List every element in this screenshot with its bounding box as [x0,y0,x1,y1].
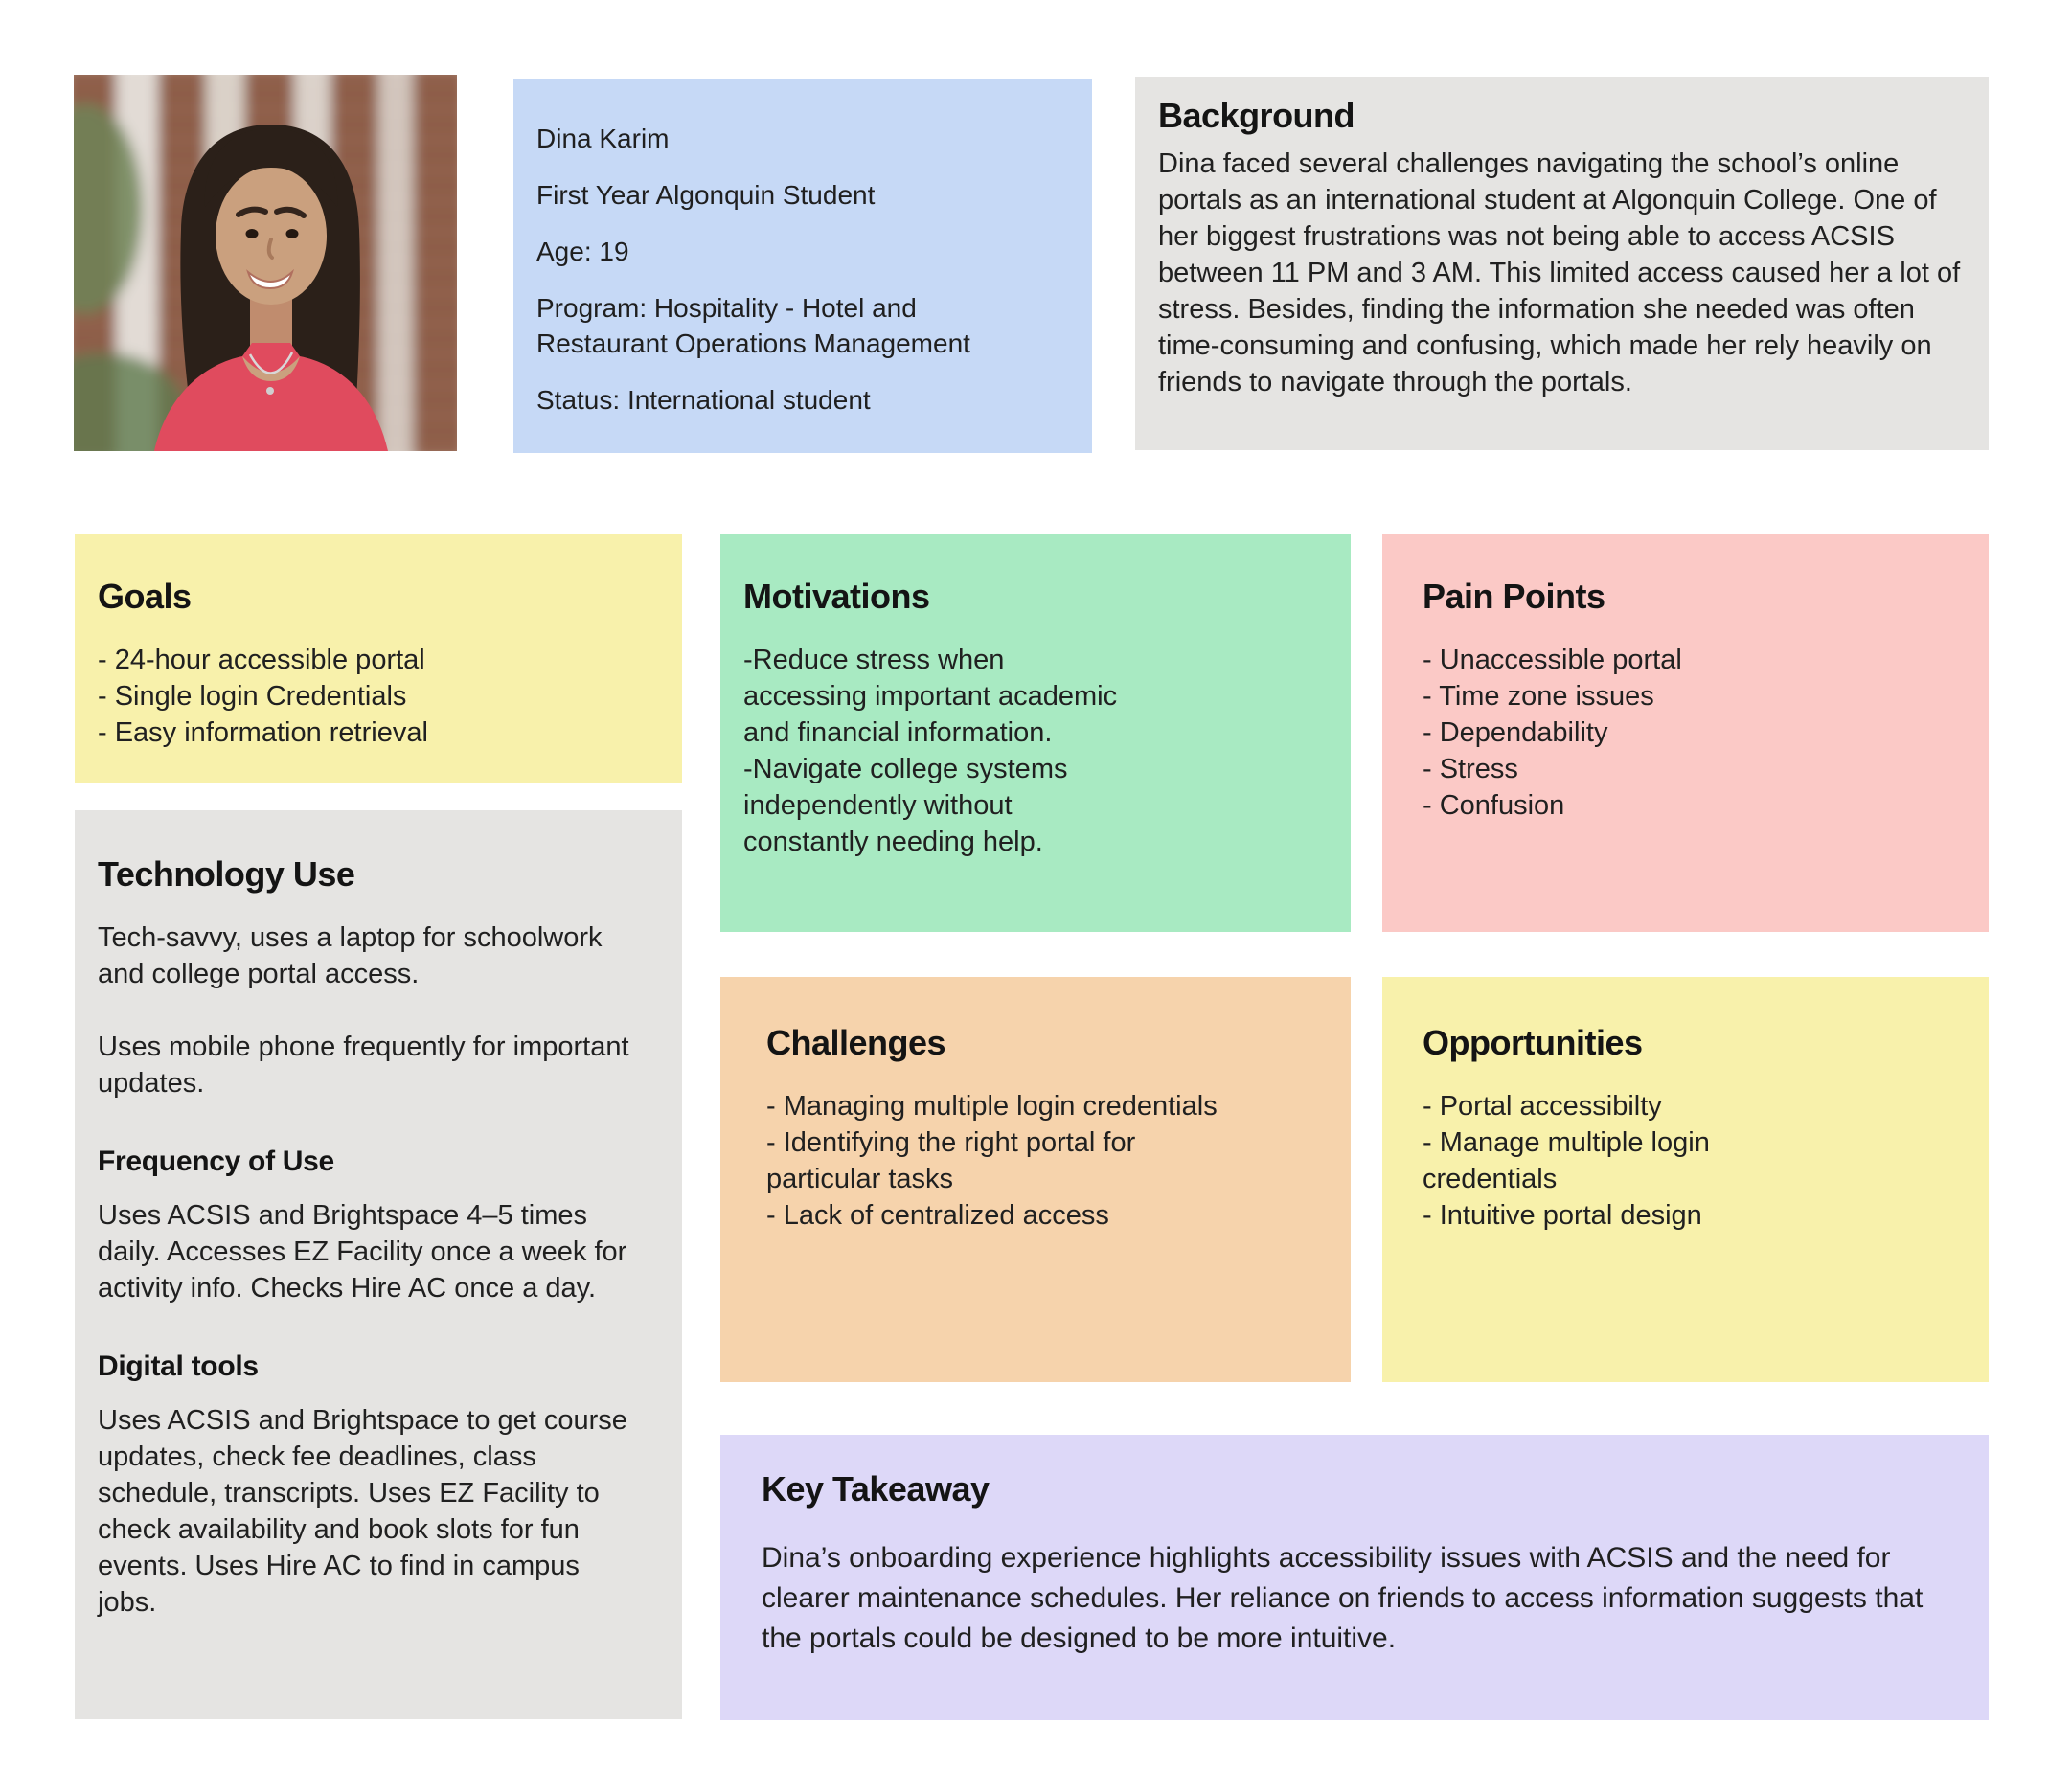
motivations-item: -Reduce stress when accessing important academic and financial information. [743,645,1118,748]
frequency-of-use-title: Frequency of Use [98,1146,334,1177]
goals-item: - Easy information retrieval [98,717,428,748]
profile-name: Dina Karim [536,124,670,153]
key-takeaway-title: Key Takeaway [762,1469,990,1509]
profile-program: Program: Hospitality - Hotel and Restaurant Operations Management [536,293,970,358]
goals-item: - Single login Credentials [98,681,407,712]
opportunities-title: Opportunities [1423,1023,1643,1062]
motivations-card [720,534,1351,932]
background-card [1135,77,1989,450]
digital-tools-title: Digital tools [98,1350,259,1382]
profile-card [513,79,1092,453]
opportunity-item: - Manage multiple login credentials [1423,1127,1710,1194]
pain-point-item: - Time zone issues [1423,681,1654,712]
profile-status: Status: International student [536,385,871,415]
motivations-title: Motivations [743,577,930,616]
opportunity-item: - Portal accessibilty [1423,1091,1662,1122]
technology-use-paragraph: Uses mobile phone frequently for important updates. [98,1032,629,1099]
challenges-title: Challenges [766,1023,946,1062]
profile-year: First Year Algonquin Student [536,180,876,210]
goals-item: - 24-hour accessible portal [98,645,425,675]
background-title: Background [1158,96,1355,135]
goals-card [75,534,682,783]
technology-use-title: Technology Use [98,854,355,894]
background-text: Dina faced several challenges navigating the school’s online portals as an international student at Algonquin College. One of her biggest frustrations was not being able to access ACSIS between 11 PM and 3 AM. This limited access caused her a lot of stress. Besides, finding the information she needed was often time-consuming and confusing, which made her rely heavily on friends to navigate through the portals. [1158,148,1961,397]
pain-points-card [1382,534,1989,932]
key-takeaway-card [720,1435,1989,1720]
frequency-of-use-text: Uses ACSIS and Brightspace 4–5 times daily. Accesses EZ Facility once a week for activity info. Checks Hire AC once a day. [98,1200,627,1304]
student-photo [74,75,457,451]
goals-title: Goals [98,577,192,616]
challenge-item: - Lack of centralized access [766,1200,1109,1231]
motivations-item: -Navigate college systems independently without constantly needing help. [743,754,1068,857]
pain-points-title: Pain Points [1423,577,1605,616]
technology-use-card [75,810,682,1719]
pain-point-item: - Unaccessible portal [1423,645,1682,675]
technology-use-paragraph: Tech-savvy, uses a laptop for schoolwork and college portal access. [98,922,603,989]
opportunity-item: - Intuitive portal design [1423,1200,1702,1231]
key-takeaway-text: Dina’s onboarding experience highlights accessibility issues with ACSIS and the need for clearer maintenance schedules. Her reliance on friends to access information suggests that the portals could be designed to be more intuitive. [762,1542,1924,1654]
pain-point-item: - Dependability [1423,717,1608,748]
challenge-item: - Identifying the right portal for particular tasks [766,1127,1136,1194]
opportunities-card [1382,977,1989,1382]
profile-age: Age: 19 [536,237,629,266]
pain-point-item: - Stress [1423,754,1518,784]
digital-tools-text: Uses ACSIS and Brightspace to get course updates, check fee deadlines, class schedule, transcripts. Uses EZ Facility to check availability and book slots for fun events. Uses Hire AC to find in campus jobs. [98,1405,627,1618]
pain-point-item: - Confusion [1423,790,1565,821]
student-portrait-illustration [74,75,457,451]
challenges-card [720,977,1351,1382]
challenge-item: - Managing multiple login credentials [766,1091,1218,1122]
